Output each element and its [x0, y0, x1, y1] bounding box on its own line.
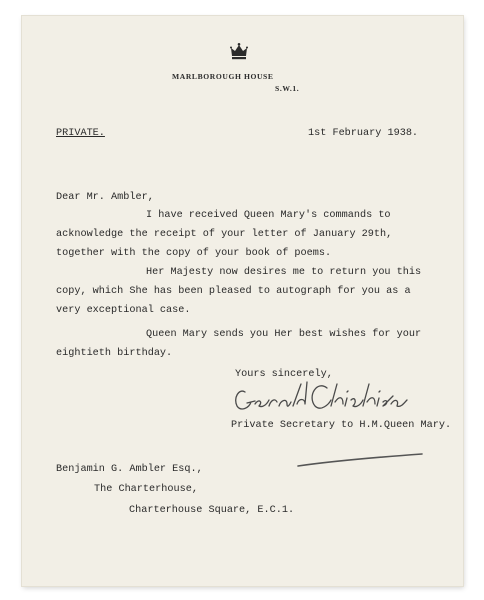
letter-paper — [22, 16, 463, 586]
private-mark: PRIVATE. — [56, 128, 105, 139]
signer-title: Private Secretary to H.M.Queen Mary. — [231, 420, 452, 431]
closing: Yours sincerely, — [235, 369, 333, 380]
body-line: Her Majesty now desires me to return you this — [146, 267, 422, 278]
crown-icon — [229, 42, 249, 62]
address-line: The Charterhouse, — [94, 484, 198, 495]
address-line: Benjamin G. Ambler Esq., — [56, 464, 203, 475]
address-line: Charterhouse Square, E.C.1. — [129, 505, 295, 516]
pen-stroke — [296, 450, 426, 470]
body-line: acknowledge the receipt of your letter of January 29th, — [56, 229, 393, 240]
body-line: Queen Mary sends you Her best wishes for your — [146, 329, 422, 340]
body-line: I have received Queen Mary's commands to — [146, 210, 391, 221]
salutation: Dear Mr. Ambler, — [56, 192, 154, 203]
letterhead-house: MARLBOROUGH HOUSE — [172, 72, 274, 81]
body-line: eightieth birthday. — [56, 348, 173, 359]
body-line: very exceptional case. — [56, 305, 191, 316]
body-line: copy, which She has been pleased to autograph for you as a — [56, 286, 411, 297]
letter-date: 1st February 1938. — [308, 128, 419, 139]
letterhead-postcode: S.W.1. — [275, 84, 300, 93]
body-line: together with the copy of your book of poems. — [56, 248, 332, 259]
handwritten-signature — [231, 378, 411, 418]
